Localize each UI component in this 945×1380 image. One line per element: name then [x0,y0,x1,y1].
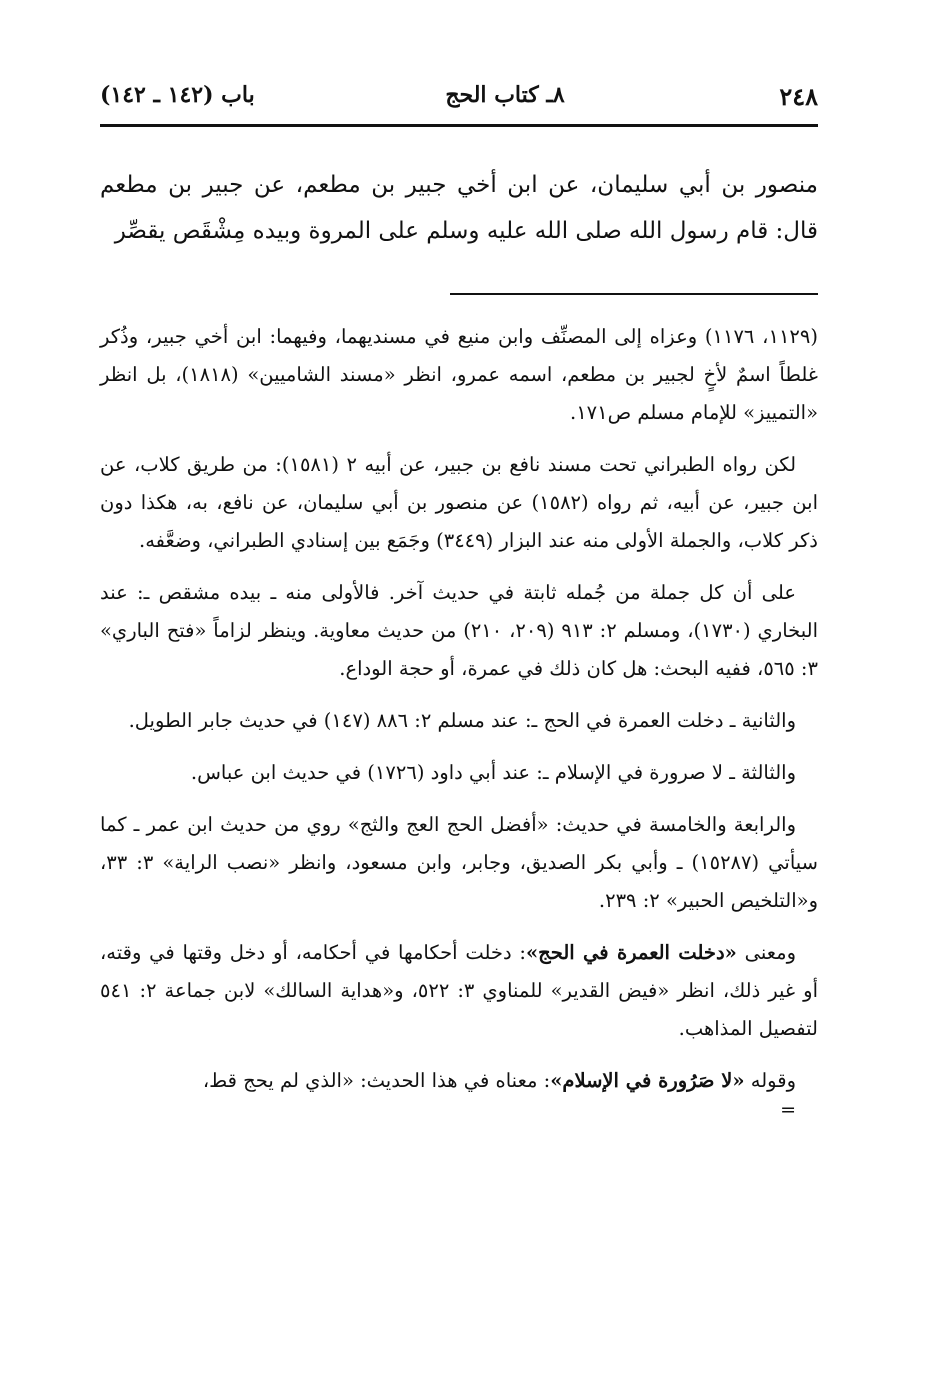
running-header [100,78,818,122]
continuation-mark: = [780,1099,796,1121]
footnote-8-term: «لا صَرُورة في الإسلام» [550,1069,745,1092]
footnote-7-lead: ومعنى [736,941,796,964]
footnotes [100,318,818,1134]
footnote-7-term: «دخلت العمرة في الحج» [525,941,737,964]
footnote-paragraph-7 [100,934,818,1048]
footnote-paragraph-3: على أن كل جملة من جُمله ثابتة في حديث آخر. فالأولى منه ـ بيده مشقص ـ: عند البخاري (١٧٣٠)، ومسلم ٢: ٩١٣ (٢٠٩، ٢١٠) من حديث معاوية. وينظر لزاماً «فتح الباري» ٣: ٥٦٥، ففيه البحث: هل كان ذلك في عمرة، أو حجة الوداع. [100,581,818,680]
footnote-separator [450,293,818,295]
book-page [100,78,818,1358]
footnote-paragraph-6: والرابعة والخامسة في حديث: «أفضل الحج العج والثج» روي من حديث ابن عمر ـ كما سيأتي (١٥٢٨٧) ـ وأبي بكر الصديق، وجابر، وابن مسعود، وانظر «نصب الراية» ٣: ٣٣، و«التلخيص الحبير» ٢: ٢٣٩. [100,813,818,912]
main-paragraph: منصور بن أبي سليمان، عن ابن أخي جبير بن مطعم، عن جبير بن مطعم قال: قام رسول الله صلى الله عليه وسلم على المروة وبيده مِشْقَص يقصِّر [100,172,818,244]
footnote-paragraph-2: لكن رواه الطبراني تحت مسند نافع بن جبير، عن أبيه ٢ (١٥٨١): من طريق كلاب، عن ابن جبير، عن أبيه، ثم رواه (١٥٨٢) عن منصور بن أبي سليمان، عن نافع، به، هكذا دون ذكر كلاب، والجملة الأولى منه عند البزار (٣٤٤٩) وجَمَع بين إسنادي الطبراني، وضعَّفه. [100,453,818,552]
footnote-paragraph-1: (١١٢٩، ١١٧٦) وعزاه إلى المصنِّف وابن منيع في مسنديهما، وفيهما: ابن أخي جبير، وذُكر غلطاً اسمٌ لأخٍ لجبير بن مطعم، اسمه عمرو، انظر «مسند الشاميين» (١٨١٨)، بل انظر «التمييز» للإمام مسلم ص١٧١. [100,325,819,424]
header-rule [100,124,818,127]
footnote-paragraph-8 [100,1062,818,1120]
page-number: ٢٤٨ [779,82,818,111]
footnote-8-lead: وقوله [744,1069,796,1092]
main-text [100,162,818,254]
footnote-8-body: : معناه في هذا الحديث: «الذي لم يحج قط، [202,1069,551,1092]
chapter-title: ٨ـ كتاب الحج [445,82,565,108]
bab-range: باب (١٤٢ ـ ١٤٢) [100,82,255,108]
footnote-7-body: : دخلت أحكامها في أحكامه، أو دخل وقتها في وقته، أو غير ذلك، انظر «فيض القدير» للمناوي ٣: ٥٢٢، و«هداية السالك» لابن جماعة ٢: ٥٤١ لتفصيل المذاهب. [100,941,818,1040]
footnote-paragraph-5: والثالثة ـ لا صرورة في الإسلام ـ: عند أبي داود (١٧٢٦) في حديث ابن عباس. [190,761,796,784]
footnote-paragraph-4: والثانية ـ دخلت العمرة في الحج ـ: عند مسلم ٢: ٨٨٦ (١٤٧) في حديث جابر الطويل. [128,709,796,732]
